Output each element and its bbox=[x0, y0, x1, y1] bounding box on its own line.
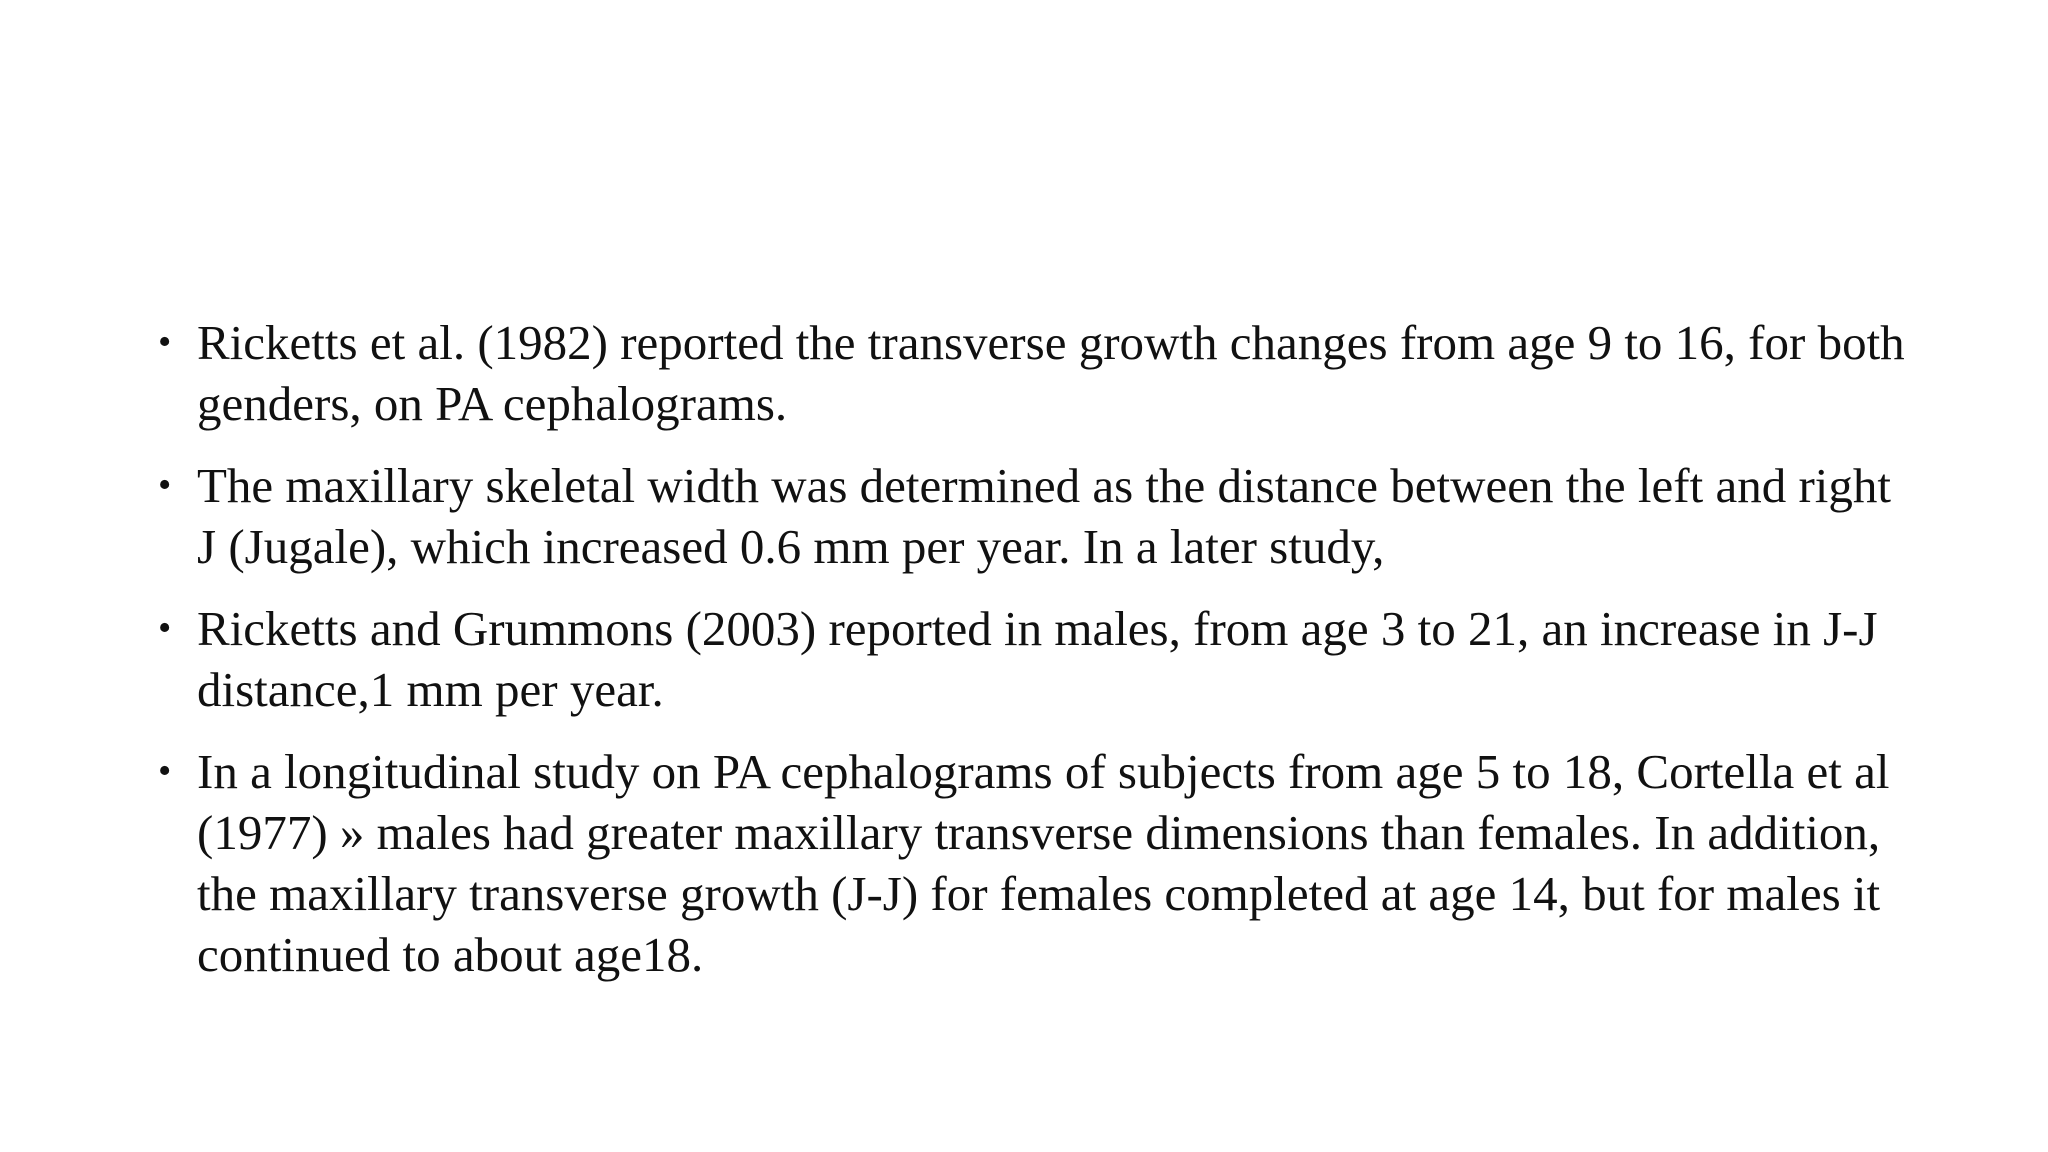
bullet-item-4 bbox=[150, 741, 1910, 985]
bullet-item-2 bbox=[150, 455, 1910, 577]
bullet-text-2: The maxillary skeletal width was determined as the distance between the left and right J (Jugale), which increased 0.6 mm per year. In a later study, bbox=[197, 458, 1891, 574]
bullet-item-1 bbox=[150, 312, 1910, 434]
bullet-icon: • bbox=[158, 464, 172, 506]
bullet-icon: • bbox=[158, 321, 172, 363]
bullet-icon: • bbox=[158, 607, 172, 649]
bullet-item-3 bbox=[150, 598, 1910, 720]
bullet-text-1: Ricketts et al. (1982) reported the transverse growth changes from age 9 to 16, for both genders, on PA cephalograms. bbox=[197, 315, 1905, 431]
bullet-list bbox=[150, 312, 1910, 1006]
bullet-text-3: Ricketts and Grummons (2003) reported in males, from age 3 to 21, an increase in J-J distance,1 mm per year. bbox=[197, 601, 1878, 717]
bullet-text-4: In a longitudinal study on PA cephalograms of subjects from age 5 to 18, Cortella et al (1977) » males had greater maxillary transverse dimensions than females. In addition, the maxillary transverse growth (J-J) for females completed at age 14, but for males it continued to about age18. bbox=[197, 744, 1890, 982]
bullet-icon: • bbox=[158, 750, 172, 792]
